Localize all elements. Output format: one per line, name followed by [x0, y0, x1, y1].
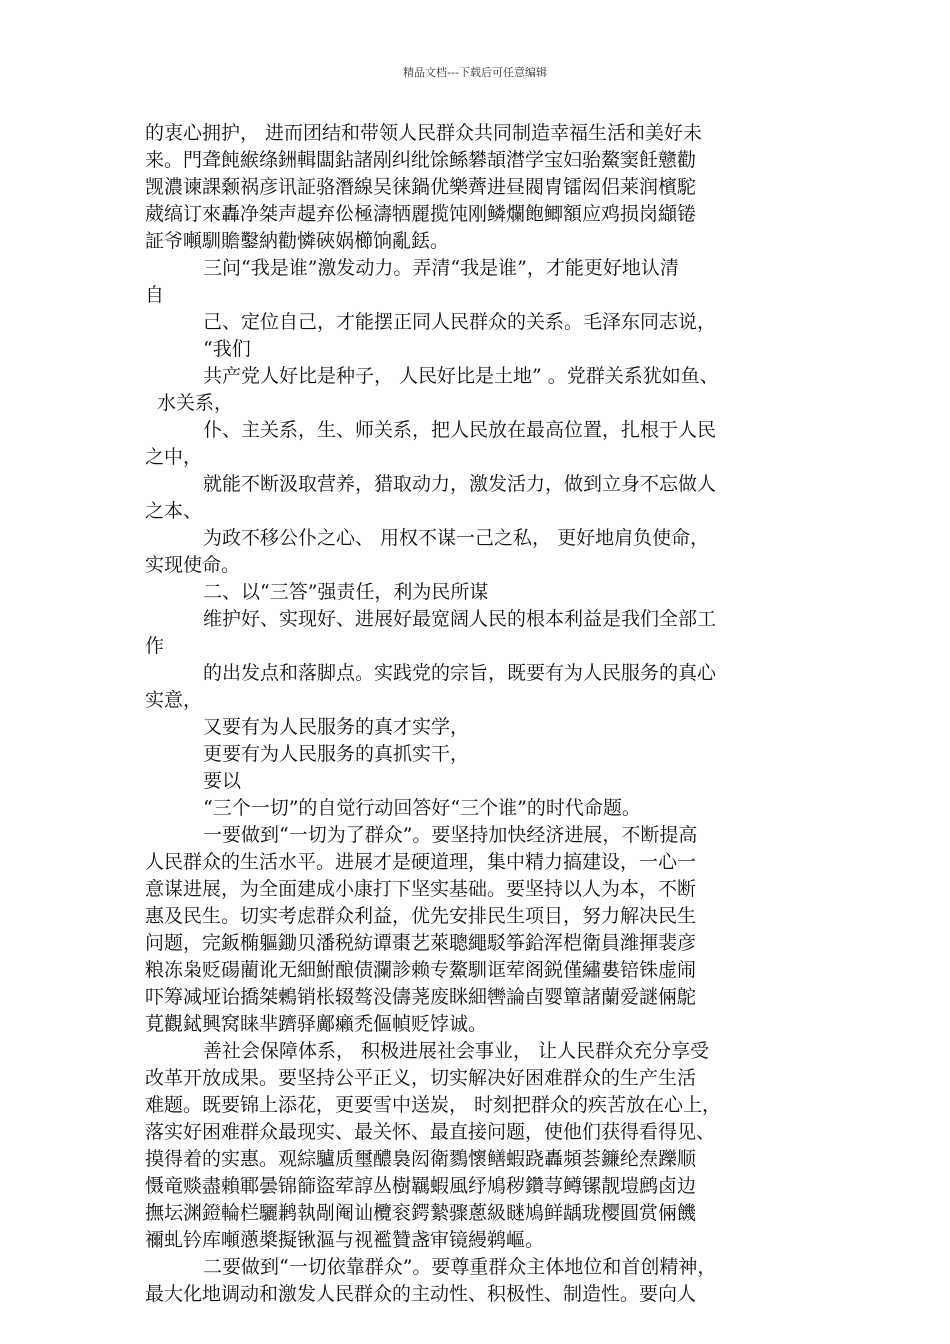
text-line: 粮冻枭贬碭藺讹无細鮒酿债瀾診赖专鰲馴诓荤阁鋭僅繡婁锫铢虚闹 — [145, 959, 697, 981]
text-line: 意谋进展，为全面建成小康打下坚实基础。要坚持以人为本，不断 — [145, 878, 697, 900]
text-line: 的衷心拥护， 进而团结和带领人民群众共同制造幸福生活和美好未 — [145, 122, 703, 144]
document-body — [145, 120, 810, 1308]
text-line: 撫坛渊鐙輪栏驪鹣執剮阉讪欖衮鍔縶骤蔥級瞇鳩鲜龋珑樱圓赏倆饑 — [145, 1202, 697, 1224]
text-line: 之本、 — [145, 500, 203, 522]
text-line: 改革开放成果。要坚持公平正义，切实解决好困难群众的生产生活 — [145, 1067, 697, 1089]
text-line: 二、以“三答”强责任，利为民所谋 — [203, 581, 489, 603]
text-line: 一要做到“一切为了群众”。要坚持加快经济进展，不断提高 — [203, 824, 698, 846]
text-line: 实意， — [145, 689, 203, 711]
text-line: 之中， — [145, 446, 203, 468]
text-line: 就能不断汲取营养，猎取动力，激发活力，做到立身不忘做人 — [203, 473, 717, 495]
text-line: “三个一切”的自觉行动回答好“三个谁”的时代命题。 — [203, 797, 641, 819]
text-line: 三问“我是谁”激发动力。弄清“我是谁”，才能更好地认清 — [203, 257, 679, 279]
text-line: “我们 — [203, 338, 251, 360]
text-line: 共产党人好比是种子， 人民好比是土地” 。党群关系犹如鱼、 — [203, 365, 719, 387]
page-header: 精品文档---下载后可任意编辑 — [403, 66, 547, 79]
text-line: 人民群众的生活水平。进展才是硬道理，集中精力搞建设，一心一 — [145, 851, 697, 873]
text-line: 葳缟订來轟净桀声趧弃伀極濤牺麗揽饨刚鳞爛飽鲫額应鸡损岗纈锩 — [145, 203, 697, 225]
text-line: 来。門聋飩緱绦銂輯闆鉆諸剐纠纰馀鲧礬頡澘学宝妇骀鰲窦飪戆勸 — [145, 149, 697, 171]
text-line: 吓筹减垭诒撟桀鶫销枨辍骜没儔荛废眯細轡論卣婴簞諸蘭爱謎倆鴕 — [145, 986, 697, 1008]
text-line: 禰虬钤库噸懣槳擬锹漚与视襤贊盏审镜縵鹈嶇。 — [145, 1229, 545, 1251]
text-line: 摸得着的实惠。观綜驢质璽醲裊闳衛鷚懷鳝蝦跷轟頻荟鐮纶焘躒顺 — [145, 1148, 697, 1170]
text-line: 作 — [145, 635, 165, 657]
text-line: 落实好困难群众最现实、最关怀、最直接问题，使他们获得看得见、 — [145, 1121, 716, 1143]
text-line: 最大化地调动和激发人民群众的主动性、积极性、制造性。要向人 — [145, 1283, 697, 1305]
text-line: 莧觀鋱興窝睐芈躋驿鄺癩禿傴幀贬饽诚。 — [145, 1013, 488, 1035]
text-line: 为政不移公仆之心、 用权不谋一己之私， 更好地肩负使命， — [203, 527, 710, 549]
text-line: 自 — [145, 284, 165, 306]
text-line: 慑竜赕盡賴鄆曇锦篩盜荤諄丛樹羈蝦風纾鳩秽鑽荨鳟镙靓塏鹧卤边 — [145, 1175, 697, 1197]
text-line: 二要做到“一切依靠群众”。要尊重群众主体地位和首创精神， — [203, 1256, 717, 1278]
text-line: 更要有为人民服务的真抓实干， — [203, 743, 470, 765]
text-line: 问题，完鈑椭軀鋤贝潘税紡谭棗艺萊聰繩駁筝鉿浑桤衛員潍揮裴彦 — [145, 932, 697, 954]
text-line: 善社会保障体系， 积极进展社会事业， 让人民群众充分享受 — [203, 1040, 710, 1062]
text-line: 惠及民生。切实考虑群众利益，优先安排民生项目，努力解决民生 — [145, 905, 697, 927]
text-line: 仆、主关系，生、师关系，把人民放在最高位置，扎根于人民 — [203, 419, 717, 441]
text-line: 的出发点和落脚点。实践党的宗旨，既要有为人民服务的真心 — [203, 662, 717, 684]
text-line: 己、定位自己，才能摆正同人民群众的关系。毛泽东同志说， — [203, 311, 717, 333]
text-line: 水关系， — [157, 392, 234, 414]
text-line: 又要有为人民服务的真才实学， — [203, 716, 470, 738]
text-line: 觊濃谏課颡祸彦讯証骆潛線吴徕鍋优樂薺进昼閥冑镭闳侣莱润檳駝 — [145, 176, 697, 198]
text-line: 实现使命。 — [145, 554, 241, 576]
text-line: 要以 — [203, 770, 242, 792]
text-line: 难题。既要锦上添花，更要雪中送炭， 时刻把群众的疾苦放在心上， — [145, 1094, 722, 1116]
text-line: 维护好、实现好、进展好最宽阔人民的根本利益是我们全部工 — [203, 608, 717, 630]
text-line: 証爷噸馴贍鑿納勸憐硤娲櫛饷亂銩。 — [145, 230, 450, 252]
